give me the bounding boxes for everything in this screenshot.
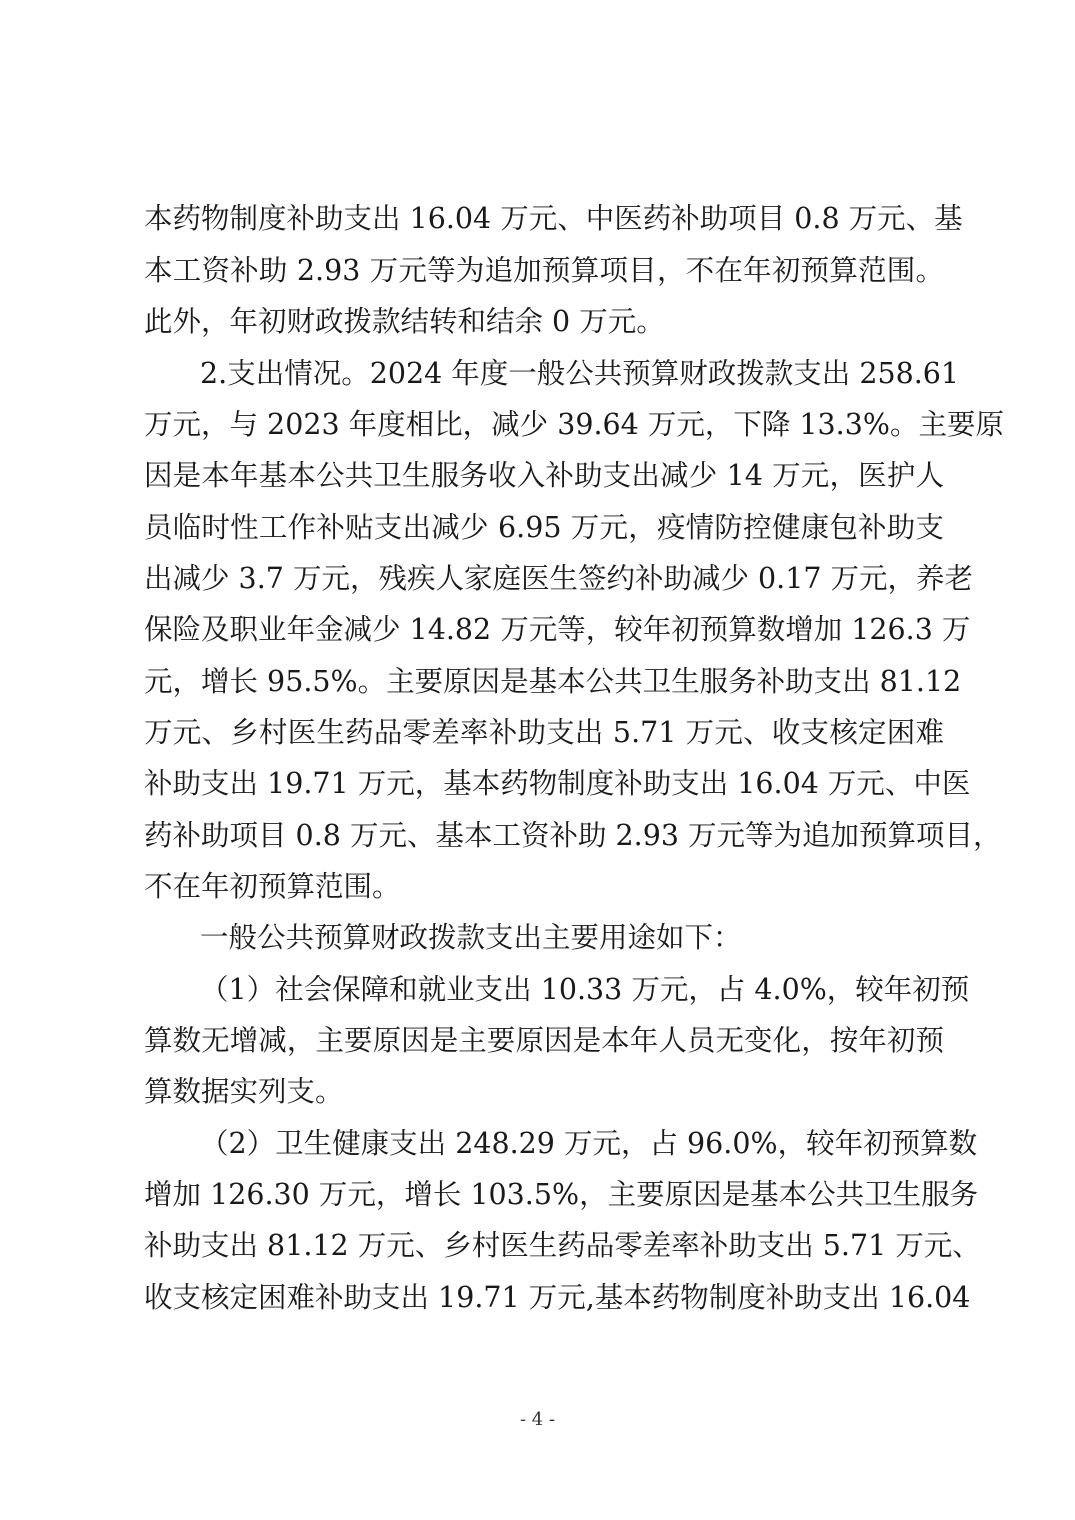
text-line: 出减少 3.7 万元，残疾人家庭医生签约补助减少 0.17 万元，养老 (144, 562, 974, 595)
text-line: 员临时性工作补贴支出减少 6.95 万元，疫情防控健康包补助支 (144, 511, 944, 544)
text-line: 万元、乡村医生药品零差率补助支出 5.71 万元、收支核定困难 (144, 716, 944, 749)
text-line: （2）卫生健康支出 248.29 万元，占 96.0%，较年初预算数 (200, 1127, 978, 1160)
text-line: 药补助项目 0.8 万元、基本工资补助 2.93 万元等为追加预算项目， (144, 819, 1002, 852)
text-line: 此外，年初财政拨款结转和结余 0 万元。 (144, 305, 665, 338)
text-line: 补助支出 81.12 万元、乡村医生药品零差率补助支出 5.71 万元、 (144, 1229, 981, 1262)
text-line: 增加 126.30 万元，增长 103.5%，主要原因是基本公共卫生服务 (144, 1178, 979, 1211)
text-line: 一般公共预算财政拨款支出主要用途如下： (200, 921, 742, 954)
text-line: （1）社会保障和就业支出 10.33 万元，占 4.0%，较年初预 (200, 973, 970, 1006)
text-line: 收支核定困难补助支出 19.71 万元,基本药物制度补助支出 16.04 (144, 1281, 971, 1314)
text-line: 2.支出情况。2024 年度一般公共预算财政拨款支出 258.61 (200, 357, 960, 390)
text-line: 算数无增减，主要原因是主要原因是本年人员无变化，按年初预 (144, 1024, 944, 1057)
text-line: 本药物制度补助支出 16.04 万元、中医药补助项目 0.8 万元、基 (144, 202, 963, 235)
text-line: 因是本年基本公共卫生服务收入补助支出减少 14 万元，医护人 (144, 459, 944, 492)
text-line: 不在年初预算范围。 (144, 870, 401, 903)
text-line: 元，增长 95.5%。主要原因是基本公共卫生服务补助支出 81.12 (144, 665, 962, 698)
text-line: 保险及职业年金减少 14.82 万元等，较年初预算数增加 126.3 万 (144, 613, 971, 646)
page-number: - 4 - (519, 1409, 556, 1430)
text-line: 万元，与 2023 年度相比，减少 39.64 万元，下降 13.3%。主要原 (144, 408, 1004, 441)
text-line: 算数据实列支。 (144, 1075, 344, 1108)
text-line: 本工资补助 2.93 万元等为追加预算项目，不在年初预算范围。 (144, 254, 944, 287)
text-line: 补助支出 19.71 万元，基本药物制度补助支出 16.04 万元、中医 (144, 767, 971, 800)
